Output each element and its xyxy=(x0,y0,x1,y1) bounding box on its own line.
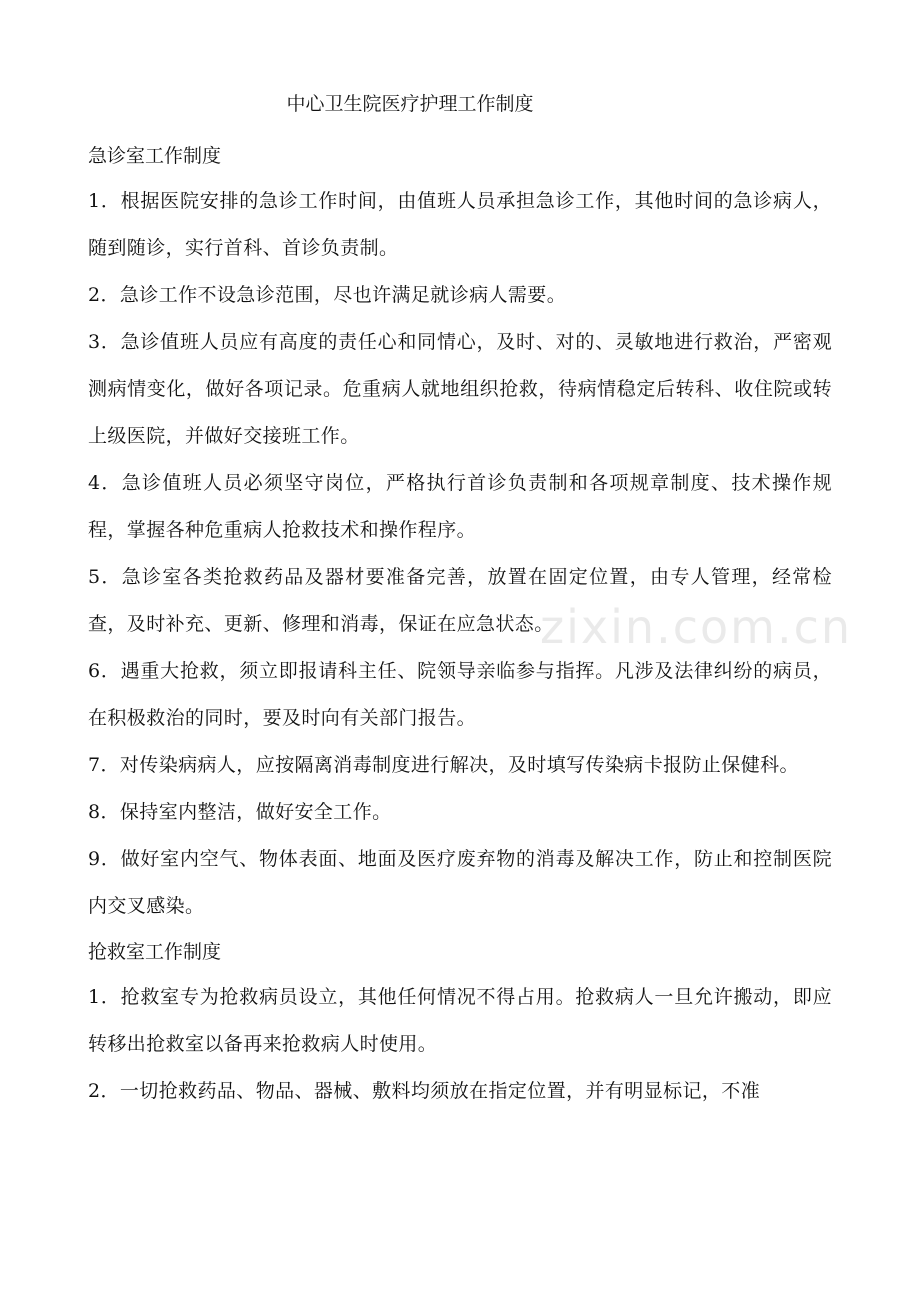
section-heading: 抢救室工作制度 xyxy=(88,941,222,963)
list-item: 4．急诊值班人员必须坚守岗位，严格执行首诊负责制和各项规章制度、技术操作规程，掌握各种危重病人抢救技术和操作程序。 xyxy=(88,472,832,541)
section-emergency-room xyxy=(88,144,832,930)
list-item: 6．遇重大抢救，须立即报请科主任、院领导亲临参与指挥。凡涉及法律纠纷的病员，在积极救治的同时，要及时向有关部门报告。 xyxy=(88,660,832,729)
list-item: 1．根据医院安排的急诊工作时间，由值班人员承担急诊工作，其他时间的急诊病人，随到随诊，实行首科、首诊负责制。 xyxy=(88,190,832,259)
list-item: 8．保持室内整洁，做好安全工作。 xyxy=(88,801,392,823)
list-item: 9．做好室内空气、物体表面、地面及医疗废弃物的消毒及解决工作，防止和控制医院内交叉感染。 xyxy=(88,848,832,917)
list-item: 3．急诊值班人员应有高度的责任心和同情心，及时、对的、灵敏地进行救治，严密观测病情变化，做好各项记录。危重病人就地组织抢救，待病情稳定后转科、收住院或转上级医院，并做好交接班工作。 xyxy=(88,331,832,447)
list-item: 2．急诊工作不设急诊范围，尽也许满足就诊病人需要。 xyxy=(88,284,567,306)
section-heading: 急诊室工作制度 xyxy=(88,145,222,167)
list-item: 1．抢救室专为抢救病员设立，其他任何情况不得占用。抢救病人一旦允许搬动，即应转移出抢救室以备再来抢救病人时使用。 xyxy=(88,986,832,1055)
list-item: 2．一切抢救药品、物品、器械、敷料均须放在指定位置，并有明显标记，不准 xyxy=(88,1080,761,1102)
document-title: 中心卫生院医疗护理工作制度 xyxy=(286,93,534,115)
watermark: zixin.com.cn xyxy=(540,600,853,654)
list-item: 7．对传染病病人，应按隔离消毒制度进行解决，及时填写传染病卡报防止保健科。 xyxy=(88,754,799,776)
section-rescue-room xyxy=(88,940,832,1115)
list-item: 5．急诊室各类抢救药品及器材要准备完善，放置在固定位置，由专人管理，经常检查，及时补充、更新、修理和消毒，保证在应急状态。 xyxy=(88,566,832,635)
